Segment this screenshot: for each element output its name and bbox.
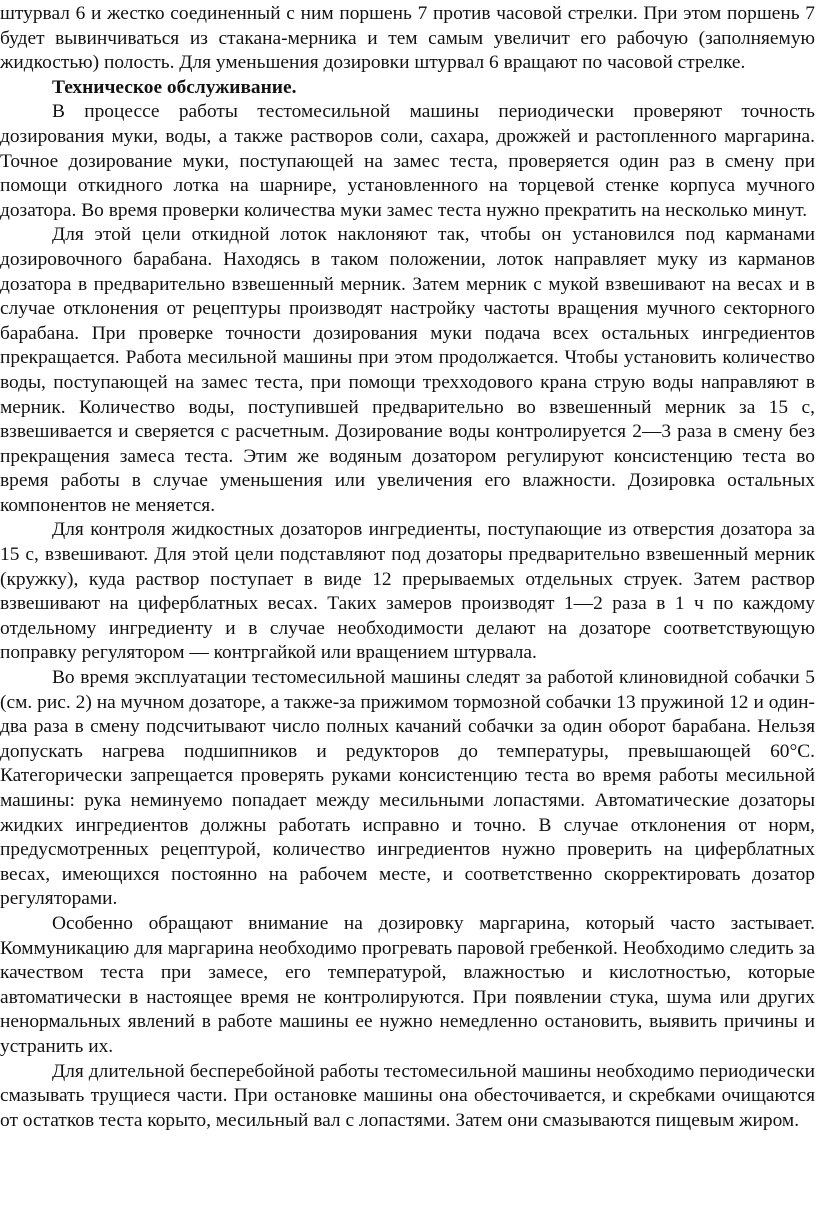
section-heading: Техническое обслуживание. [52,76,297,98]
paragraph-accuracy-check: В процессе работы тестомесильной машины периодически проверяют точность дозирования муки, воды, а также растворов соли, сахара, дрожжей и растопленного маргарина. Точное дозирование муки, поступающей на замес теста, проверяется один раз в смену при помощи откидного лотка на шарнире, установленного на торцевой стенке корпуса мучного дозатора. Во время проверки количества муки замес теста нужно прекратить на несколько минут. [0,101,815,221]
paragraph-lubrication: Для длительной бесперебойной работы тестомесильной машины необходимо периодически смазывать трущиеся части. При остановке машины она обесточивается, и скребками очищаются от остатков теста корыто, месильный вал с лопастями. Затем они смазываются пищевым жиром. [0,1060,815,1131]
paragraph-flour-water-check: Для этой цели откидной лоток наклоняют так, чтобы он установился под карманами дозировочного барабана. Находясь в таком положении, лоток направляет муку из карманов дозатора в предварительно взвешенный мерник. Затем мерник с мукой взвешивают на весах и в случае отклонения от рецептуры производят настройку частоты вращения мучного секторного барабана. При проверке точности дозирования муки подача всех остальных ингредиентов прекращается. Работа месильной машины при этом продолжается. Чтобы установить количество воды, поступающей на замес теста, при помощи трехходового крана струю воды направляют в мерник. Количество воды, поступившей предварительно во взвешенный мерник за 15 с, взвешивается и сверяется с расчетным. Дозирование воды контролируется 2—3 раза в смену без прекращения замеса теста. Этим же водяным дозатором регулируют консистенцию теста во время работы в случае уменьшения или увеличения его влажности. Дозировка остальных компонентов не меняется. [0,224,815,516]
paragraph-liquid-dispensers: Для контроля жидкостных дозаторов ингредиенты, поступающие из отверстия дозатора за 15 с, взвешивают. Для этой цели подставляют под дозаторы предварительно взвешенный мерник (кружку), куда раствор поступает в виде 12 прерываемых отдельных струек. Затем раствор взвешивают на циферблатных весах. Таких замеров производят 1—2 раза в 1 ч по каждому отдельному ингредиенту и в случае необходимости делают на дозаторе соответствующую поправку регулятором — контргайкой или вращением штурвала. [0,519,815,664]
paragraph-continuation: штурвал 6 и жестко соединенный с ним поршень 7 против часовой стрелки. При этом поршень 7 будет вывинчиваться из стакана-мерника и тем самым увеличит его рабочую (заполняемую жидкостью) полость. Для уменьшения дозировки штурвал 6 вращают по часовой стрелке. [0,3,815,74]
paragraph-operation-monitoring: Во время эксплуатации тестомесильной машины следят за работой клиновидной собачки 5 (см. рис. 2) на мучном дозаторе, а также-за прижимом тормозной собачки 13 пружиной 12 и один-два раза в смену подсчитывают число полных качаний собачки за один оборот барабана. Нельзя допускать нагрева подшипников и редукторов до температуры, превышающей 60°С. Категорически запрещается проверять руками консистенцию теста во время работы месильной машины: рука неминуемо попадает между месильными лопастями. Автоматические дозаторы жидких ингредиентов должны работать исправно и точно. В случае отклонения от норм, предусмотренных рецептурой, количество ингредиентов нужно проверить на циферблатных весах, имеющихся постоянно на рабочем месте, и соответственно скорректировать дозатор регуляторами. [0,667,815,910]
paragraph-margarine: Особенно обращают внимание на дозировку маргарина, который часто застывает. Коммуникацию для маргарина необходимо прогревать паровой гребенкой. Необходимо следить за качеством теста при замесе, его температурой, влажностью и кислотностью, которые автоматически в настоящее время не контролируются. При появлении стука, шума или других ненормальных явлений в работе машины ее нужно немедленно остановить, выявить причины и устранить их. [0,912,815,1057]
